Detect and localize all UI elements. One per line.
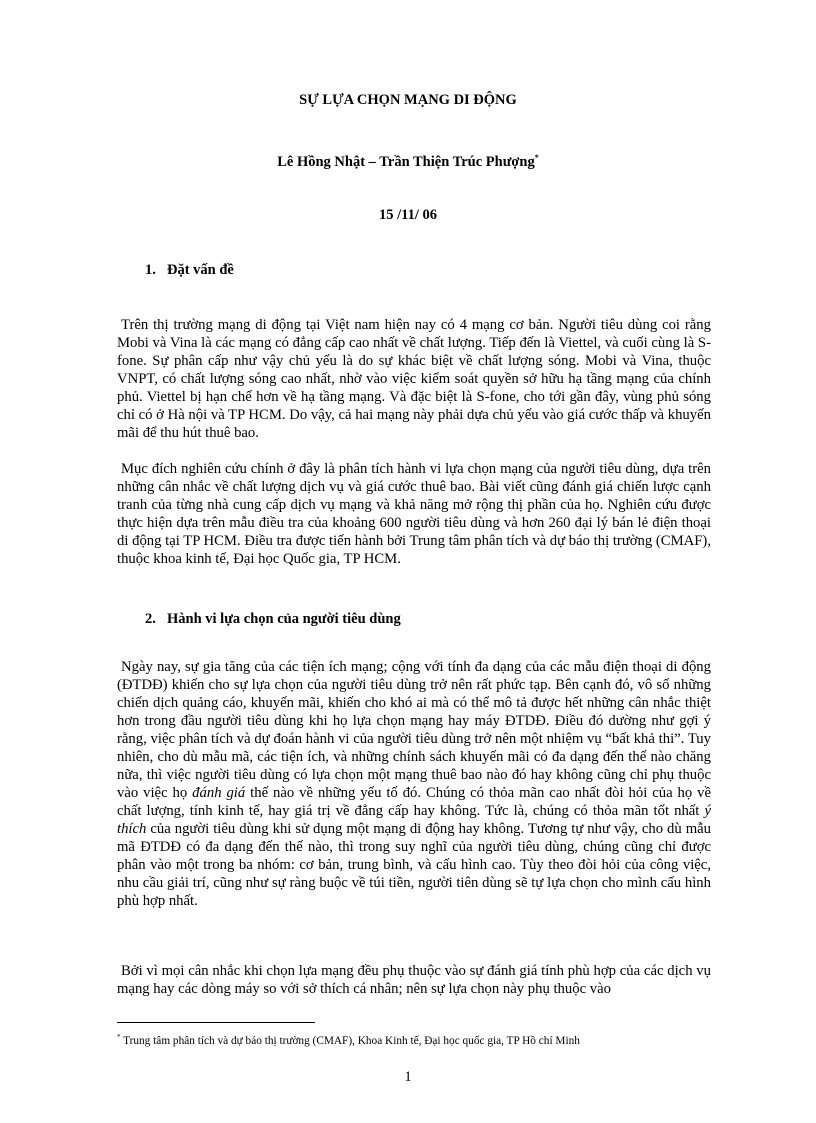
- section-1-title: Đặt vấn đề: [167, 262, 234, 278]
- document-date: 15 /11/ 06: [378, 207, 437, 223]
- footnote-text: Trung tâm phân tích và dự báo thị trường (CMAF), Khoa Kinh tế, Đại học quốc gia, TP Hồ chí Minh: [123, 1034, 580, 1047]
- section-2-paragraph-1-part-a: Ngày nay, sự gia tăng của các tiện ích mạng; cộng với tính đa dạng của các mẫu điện thoại di động (ĐTDĐ) khiến cho sự lựa chọn của người tiêu dùng trở nên rất phức tạp. Bên cạnh đó, vô số những chiến dịch quảng cáo, khuyến mãi, khiến cho khó ai mà có thể mô tả được hết những cân nhắc thiệt hơn trong đầu người tiêu dùng khi họ lựa chọn mạng hay máy ĐTDĐ. Điều đó dường như gợi ý rằng, việc phân tích và dự đoán hành vi của người tiêu dùng trở nên một nhiệm vụ “bất khả thi”. Tuy nhiên, cho dù mẫu mã, các tiện ích, và những chính sách khuyến mãi có đa dạng đến thế nào chăng nữa, thì việc người tiêu dùng có lựa chọn một mạng thuê bao nào đó hay không cũng chỉ phụ thuộc vào việc họ: [117, 659, 711, 801]
- section-2-paragraph-1-part-b: thế nào về những yếu tố đó. Chúng có thỏa mãn cao nhất đòi hỏi của họ về chất lượng, tính kinh tế, hay giá trị về đẳng cấp hay không. Tức là, chúng có thỏa mãn tốt nhất: [117, 785, 712, 819]
- section-1-paragraph-2: Mục đích nghiên cứu chính ở đây là phân tích hành vi lựa chọn mạng của người tiêu dùng, dựa trên những cân nhắc về chất lượng dịch vụ và giá cước thuê bao. Bài viết cũng đánh giá chiến lược cạnh tranh của từng nhà cung cấp dịch vụ mạng và khả năng mở rộng thị phần của họ. Nghiên cứu được thực hiện dựa trên mẫu điều tra của khoảng 600 người tiêu dùng và hơn 260 đại lý bán lẻ điện thoại di động tại TP HCM. Điều tra được tiến hành bởi Trung tâm phân tích và dự báo thị trường (CMAF), thuộc khoa kinh tế, Đại học Quốc gia, TP HCM.: [117, 461, 711, 567]
- section-2-paragraph-1-part-c: của người tiêu dùng khi sử dụng một mạng di động hay không. Tương tự như vậy, cho dù mẫu mã ĐTDĐ có đa dạng đến thế nào, thì trong suy nghĩ của người tiêu dùng, chúng cũng chỉ được phân vào một trong ba nhóm: cơ bản, trung bình, và cấu hình cao. Tùy theo đòi hỏi của công việc, nhu cầu giải trí, cũng như sự ràng buộc về túi tiền, người tiên dùng sẽ tự lựa chọn cho mình cấu hình phù hợp nhất.: [117, 821, 712, 909]
- emphasis-danh-gia: đánh giá: [192, 785, 246, 801]
- author-footnote-marker: *: [534, 153, 539, 162]
- emphasis-y-thich: ý thích: [117, 803, 712, 837]
- section-1-heading: [145, 262, 234, 279]
- document-title: SỰ LỰA CHỌN MẠNG DI ĐỘNG: [299, 92, 517, 108]
- page-number: 1: [404, 1069, 412, 1085]
- author-names: Lê Hồng Nhật – Trần Thiện Trúc Phượng: [277, 153, 535, 170]
- section-2-paragraph-2: Bởi vì mọi cân nhắc khi chọn lựa mạng đều phụ thuộc vào sự đánh giá tính phù hợp của các dịch vụ mạng hay các dòng máy so với sở thích cá nhân; nên sự lựa chọn này phụ thuộc vào: [117, 963, 711, 997]
- section-1-number: 1.: [145, 262, 156, 278]
- section-2-heading: [145, 611, 401, 628]
- section-2-paragraph-1: [117, 658, 711, 910]
- section-2-title: Hành vi lựa chọn của người tiêu dùng: [167, 611, 401, 627]
- footnote: [117, 1033, 757, 1047]
- section-2-number: 2.: [145, 611, 156, 627]
- author-line: [0, 153, 816, 171]
- section-1-paragraph-1: Trên thị trường mạng di động tại Việt nam hiện nay có 4 mạng cơ bản. Người tiêu dùng coi rằng Mobi và Vina là các mạng có đẳng cấp cao nhất về chất lượng. Tiếp đến là Viettel, và cuối cùng là S-fone. Sự phân cấp như vậy chủ yếu là do sự khác biệt về chất lượng sóng. Mobi và Vina, thuộc VNPT, có chất lượng sóng cao nhất, nhờ vào việc kiểm soát quyền sở hữu hạ tầng mạng của chính phủ. Viettel bị hạn chế hơn về hạ tầng mạng. Và đặc biệt là S-fone, cho tới gần đây, vùng phủ sóng chỉ có ở Hà nội và TP HCM. Do vậy, cả hai mạng này phải dựa chủ yếu vào giá cước thấp và khuyến mãi để thu hút thuê bao.: [117, 317, 711, 441]
- footnote-separator: [117, 1022, 315, 1023]
- footnote-marker: *: [117, 1033, 121, 1041]
